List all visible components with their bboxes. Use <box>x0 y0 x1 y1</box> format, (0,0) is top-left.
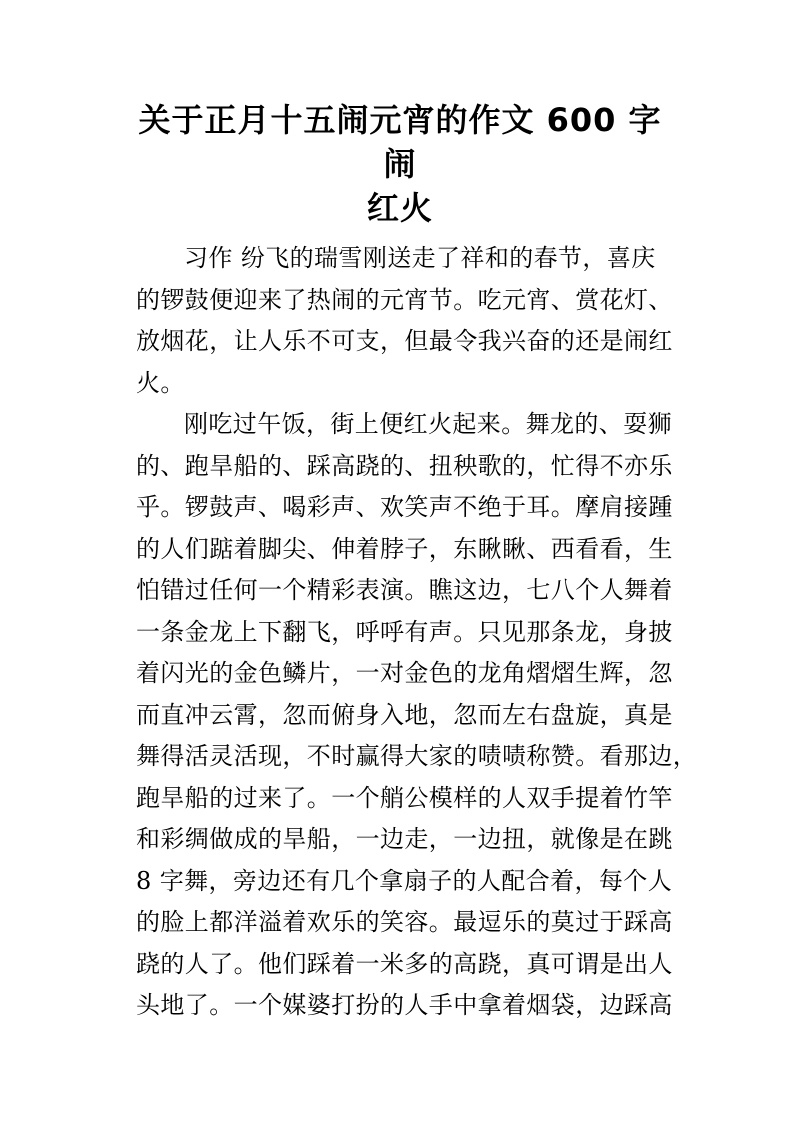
text-line: 习作 纷飞的瑞雪刚送走了祥和的春节，喜庆 <box>184 244 656 272</box>
article-body <box>136 238 698 1027</box>
text-line: 着闪光的金色鳞片，一对金色的龙角熠熠生辉，忽 <box>136 659 673 687</box>
text-line: 跷的人了。他们踩着一米多的高跷，真可谓是出人 <box>136 949 673 978</box>
text-line: 头地了。一个媒婆打扮的人手中拿着烟袋，边踩高 <box>136 991 673 1019</box>
paragraph-2 <box>136 404 698 1027</box>
text-line: 的锣鼓便迎来了热闹的元宵节。吃元宵、赏花灯、 <box>136 285 673 314</box>
document-title <box>128 98 672 230</box>
text-line: 乎。锣鼓声、喝彩声、欢笑声不绝于耳。摩肩接踵 <box>136 493 673 521</box>
text-line: 的人们踮着脚尖、伸着脖子，东瞅瞅、西看看，生 <box>136 534 673 563</box>
text-line: 一条金龙上下翻飞，呼呼有声。只见那条龙，身披 <box>136 617 673 646</box>
text-line: 舞得活灵活现，不时赢得大家的啧啧称赞。看那边， <box>136 742 698 770</box>
title-line: 关于正月十五闹元宵的作文 600 字 闹 <box>138 101 662 183</box>
text-line: 而直冲云霄，忽而俯身入地，忽而左右盘旋，真是 <box>136 700 673 729</box>
text-line: 8 字舞，旁边还有几个拿扇子的人配合着，每个人 <box>136 866 673 895</box>
text-line: 刚吃过午饭，街上便红火起来。舞龙的、耍狮 <box>184 410 672 438</box>
text-line: 放烟花，让人乐不可支，但最令我兴奋的还是闹红 <box>136 327 673 355</box>
text-line: 和彩绸做成的旱船，一边走，一边扭，就像是在跳 <box>136 825 673 853</box>
text-line: 怕错过任何一个精彩表演。瞧这边，七八个人舞着 <box>136 576 673 604</box>
paragraph-1 <box>136 238 673 404</box>
text-line: 的脸上都洋溢着欢乐的笑容。最逗乐的莫过于踩高 <box>136 908 673 936</box>
text-line: 跑旱船的过来了。一个艄公模样的人双手提着竹竿 <box>136 783 673 812</box>
title-line: 红火 <box>366 189 433 227</box>
text-line: 火。 <box>136 368 185 397</box>
text-line: 的、跑旱船的、踩高跷的、扭秧歌的，忙得不亦乐 <box>136 451 673 480</box>
